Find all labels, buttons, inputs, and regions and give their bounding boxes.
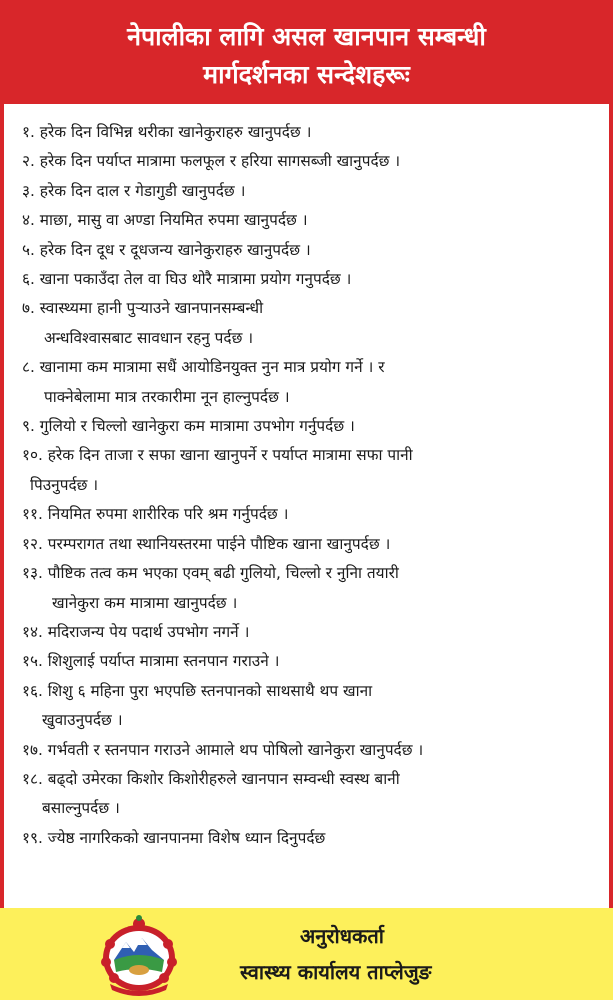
nepal-emblem-icon xyxy=(96,914,182,996)
list-item xyxy=(22,677,602,736)
message-text: १. हरेक दिन विभिन्न थरीका खानेकुराहरु खानुपर्दछ । xyxy=(22,123,312,141)
message-text: २. हरेक दिन पर्याप्त मात्रामा फलफूल र हरिया सागसब्जी खानुपर्दछ । xyxy=(22,152,401,171)
message-text: १७. गर्भवती र स्तनपान गराउने आमाले थप पोषिलो खानेकुरा खानुपर्दछ । xyxy=(22,740,424,759)
list-item xyxy=(22,265,602,294)
message-text: १६. शिशु ६ महिना पुरा भएपछि स्तनपानको साथसाथै थप खाना xyxy=(22,681,373,700)
message-text: १३. पौष्टिक तत्व कम भएका एवम् बढी गुलियो, चिल्लो र नुनिा तयारी xyxy=(22,564,399,583)
list-item xyxy=(22,765,602,824)
list-item xyxy=(22,441,602,500)
list-item xyxy=(22,177,602,206)
list-item xyxy=(22,412,602,441)
list-item xyxy=(22,206,602,235)
header-title-line-1: नेपालीका लागि असल खानपान सम्बन्धी xyxy=(127,22,486,51)
list-item xyxy=(22,559,602,618)
message-text: ४. माछा, मासु वा अण्डा नियमित रुपमा खानुपर्दछ । xyxy=(22,211,308,230)
list-item xyxy=(22,618,602,647)
list-item xyxy=(22,647,602,676)
message-text: १०. हरेक दिन ताजा र सफा खाना खानुपर्ने र पर्याप्त मात्रामा सफा पानी xyxy=(22,446,413,465)
message-text: ६. खाना पकाउँदा तेल वा घिउ थोरै मात्रामा प्रयोग गनुपर्दछ । xyxy=(22,270,352,289)
list-item xyxy=(22,147,602,176)
message-text: १८. बढ्दो उमेरका किशोर किशोरीहरुले खानपान सम्वन्धी स्वस्थ बानी xyxy=(22,769,400,788)
message-text: १२. परम्परागत तथा स्थानियस्तरमा पाईने पौष्टिक खाना खानुपर्दछ । xyxy=(22,534,391,553)
list-item xyxy=(22,294,602,353)
message-continuation: खानेकुरा कम मात्रामा खानुपर्दछ । xyxy=(52,593,238,612)
list-item xyxy=(22,736,602,765)
message-list xyxy=(22,118,602,853)
list-item xyxy=(22,353,602,412)
list-item xyxy=(22,530,602,559)
list-item xyxy=(22,118,602,147)
list-item xyxy=(22,824,602,853)
list-item xyxy=(22,500,602,529)
message-text: ५. हरेक दिन दूध र दूधजन्य खानेकुराहरु खानुपर्दछ । xyxy=(22,240,311,259)
requester-label: अनुरोधकर्ता xyxy=(300,924,384,948)
message-text: ८. खानामा कम मात्रामा सधैं आयोडिनयुक्त नुन मात्र प्रयोग गर्ने । र xyxy=(22,358,385,377)
poster-footer xyxy=(0,908,613,1000)
message-text: १४. मदिराजन्य पेय पदार्थ उपभोग नगर्ने । xyxy=(22,622,250,641)
message-continuation: बसाल्नुपर्दछ । xyxy=(42,799,120,818)
header-title-line-2: मार्गदर्शनका सन्देशहरूः xyxy=(203,60,410,89)
message-text: ९. गुलियो र चिल्लो खानेकुरा कम मात्रामा उपभोग गर्नुपर्दछ । xyxy=(22,417,355,436)
message-text: ७. स्वास्थ्यमा हानी पुर्‍याउने खानपानसम्बन्धी xyxy=(22,299,264,318)
message-text: ३. हरेक दिन दाल र गेडागुडी खानुपर्दछ । xyxy=(22,181,246,200)
message-continuation: अन्धविश्वासबाट सावधान रहनु पर्दछ । xyxy=(44,328,254,347)
list-item xyxy=(22,236,602,265)
message-text: ११. नियमित रुपमा शारीरिक परि श्रम गर्नुपर्दछ । xyxy=(22,505,289,524)
message-text: १५. शिशुलाई पर्याप्त मात्रामा स्तनपान गराउने । xyxy=(22,652,280,671)
message-continuation: पाक्नेबेलामा मात्र तरकारीमा नून हाल्नुपर्दछ । xyxy=(44,387,290,406)
message-continuation: पिउनुपर्दछ । xyxy=(30,475,99,494)
poster-header xyxy=(4,4,609,104)
message-continuation: खुवाउनुपर्दछ । xyxy=(42,711,123,730)
office-name: स्वास्थ्य कार्यालय ताप्लेजुङ xyxy=(240,960,432,984)
message-text: १९. ज्येष्ठ नागरिकको खानपानमा विशेष ध्यान दिनुपर्दछ xyxy=(22,828,326,847)
